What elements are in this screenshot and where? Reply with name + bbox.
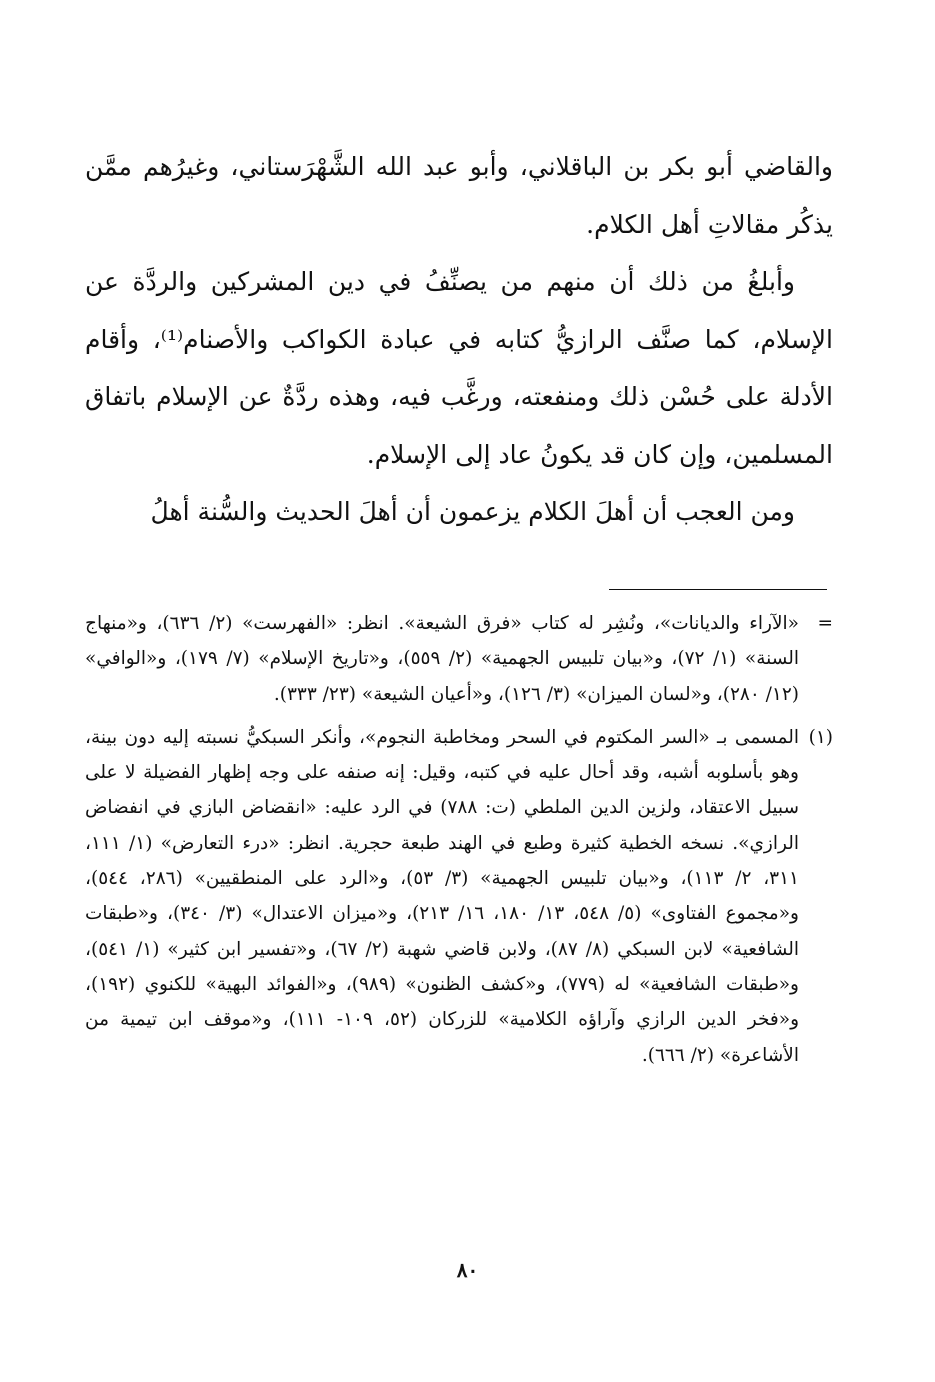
main-text — [85, 138, 833, 541]
paragraph-2: وأبلغُ من ذلك أن منهم من يصنِّفُ في دين المشركين والردَّة عن الإسلام، كما صنَّف الرازيُّ كتابه في عبادة الكواكب والأصنام⁽¹⁾، وأقام الأدلة على حُسْن ذلك ومنفعته، ورغَّب فيه، وهذه ردَّةٌ عن الإسلام باتفاق المسلمين، وإن كان قد يكونُ عاد إلى الإسلام. — [85, 267, 833, 469]
footnotes — [85, 606, 833, 1073]
paragraph-3: ومن العجب أن أهلَ الكلام يزعمون أن أهلَ الحديث والسُّنة أهلُ — [150, 497, 795, 526]
continuation-mark: = — [817, 613, 833, 634]
footnote-1-text: المسمى بـ «السر المكتوم في السحر ومخاطبة النجوم»، وأنكر السبكيُّ نسبته إليه دون بينة، وهو بأسلوبه أشبه، وقد أحال عليه في كتبه، وقيل: إنه صنفه على وجه إظهار الفضيلة لا على سبيل الاعتقاد، ولزين الدين الملطي (ت: ٧٨٨) في الرد عليه: «انقضاض البازي في انفضاض الرازي». نسخه الخطية كثيرة وطبع في الهند طبعة حجرية. انظر: «درء التعارض» (١/ ١١١، ٣١١، ٢/ ١١٣)، و«بيان تلبيس الجهمية» (٣/ ٥٣)، و«الرد على المنطقيين» (٢٨٦، ٥٤٤)، و«مجموع الفتاوى» (٥/ ٥٤٨، ١٣/ ١٨٠، ١٦/ ٢١٣)، و«ميزان الاعتدال» (٣/ ٣٤٠)، و«طبقات الشافعية» لابن السبكي (٨/ ٨٧)، ولابن قاضي شهبة (٢/ ٦٧)، و«تفسير ابن كثير» (١/ ٥٤١)، و«طبقات الشافعية» له (٧٧٩)، و«كشف الظنون» (٩٨٩)، و«الفوائد البهية» للكنوي (١٩٢)، و«فخر الدين الرازي وآراؤه الكلامية» للزركان (٥٢، ١٠٩- ١١١)، و«موقف ابن تيمية من الأشاعرة» (٢/ ٦٦٦). — [85, 726, 800, 1066]
footnote-1 — [85, 720, 833, 1073]
footnote-continuation-text: «الآراء والديانات»، ونُشِر له كتاب «فرق الشيعة». انظر: «الفهرست» (٢/ ٦٣٦)، و«منهاج السنة» (١/ ٧٢)، و«بيان تلبيس الجهمية» (٢/ ٥٥٩)، و«تاريخ الإسلام» (٧/ ١٧٩)، و«الوافي» (١٢/ ٢٨٠)، و«لسان الميزان» (٣/ ١٢٦)، و«أعيان الشيعة» (٢٣/ ٣٣٣). — [85, 613, 800, 705]
footnote-separator — [609, 589, 827, 590]
paragraph-1: والقاضي أبو بكر بن الباقلاني، وأبو عبد الله الشَّهْرَستاني، وغيرُهم ممَّن يذكُر مقالاتِ أهل الكلام. — [85, 152, 833, 239]
footnote-1-mark: (١) — [808, 726, 833, 748]
footnote-continuation — [85, 606, 833, 712]
page-number: ٨٠ — [456, 1258, 479, 1282]
